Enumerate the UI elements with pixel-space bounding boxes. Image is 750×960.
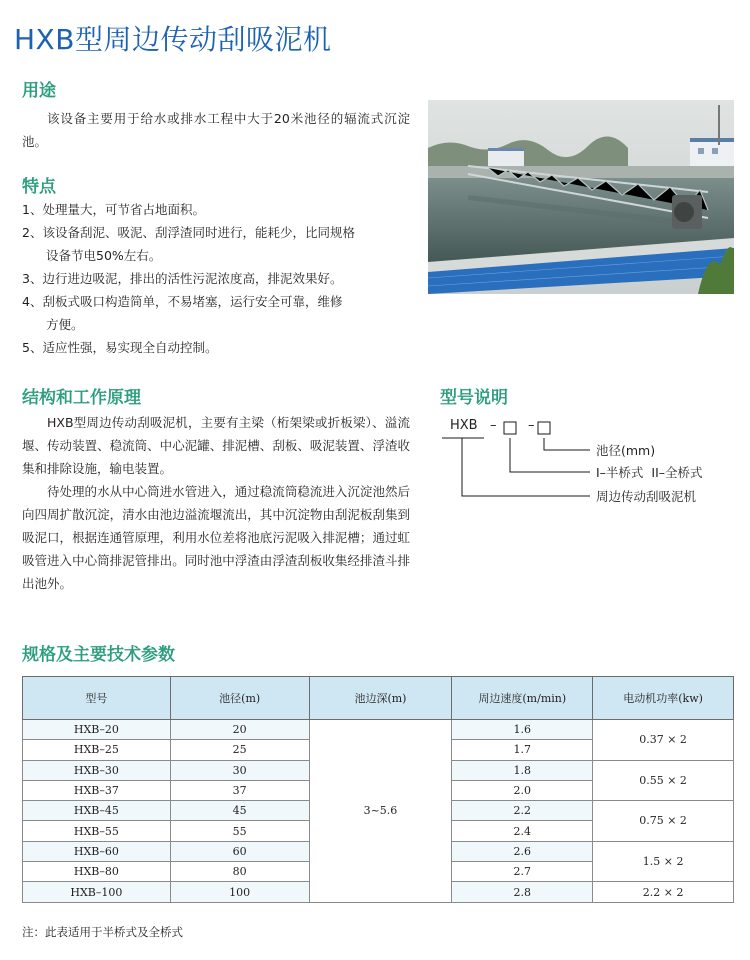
clarifier-photo	[428, 100, 734, 294]
cell-model: HXB–20	[23, 720, 171, 740]
cell-speed: 2.2	[452, 801, 593, 821]
cell-depth: 3~5.6	[309, 720, 452, 903]
specs-table	[22, 676, 734, 903]
feature-item: 5、适应性强，易实现全自动控制。	[22, 340, 218, 355]
cell-power: 0.37 × 2	[593, 720, 734, 761]
principle-paragraph-2: 待处理的水从中心筒进水管进入，通过稳流筒稳流进入沉淀池然后向四周扩散沉淀，清水由池边溢流堰流出，其中沉淀物由刮泥板刮集到吸泥口，根据连通管原理，利用水位差将池底污泥吸入排泥槽；通过虹吸管进入中心筒排泥管排出。同时池中浮渣由浮渣刮板收集经排渣斗排出池外。	[22, 484, 410, 591]
cell-speed: 2.0	[452, 780, 593, 800]
usage-text	[22, 107, 410, 153]
model-code-dash: –	[528, 418, 535, 433]
feature-item: 3、边行进边吸泥，排出的活性污泥浓度高，排泥效果好。	[22, 271, 343, 286]
cell-speed: 2.6	[452, 841, 593, 861]
cell-power: 0.75 × 2	[593, 801, 734, 842]
cell-diameter: 20	[170, 720, 309, 740]
cell-diameter: 80	[170, 862, 309, 882]
cell-diameter: 30	[170, 760, 309, 780]
model-code-text: HXB	[450, 418, 478, 433]
cell-diameter: 100	[170, 882, 309, 902]
clarifier-photo-illustration	[428, 100, 734, 294]
cell-diameter: 25	[170, 740, 309, 760]
cell-speed: 2.8	[452, 882, 593, 902]
model-label-diameter: 池径(mm)	[596, 443, 656, 458]
principle-paragraph-1: HXB型周边传动刮吸泥机，主要有主梁（桁架梁或折板梁）、溢流堰、传动装置、稳流筒、中心泥罐、排泥槽、刮板、吸泥装置、浮渣收集和排除设施，输电装置。	[22, 415, 410, 476]
cell-diameter: 55	[170, 821, 309, 841]
cell-diameter: 45	[170, 801, 309, 821]
page-title: HXB型周边传动刮吸泥机	[14, 23, 332, 56]
usage-heading: 用途	[22, 81, 56, 101]
specs-heading: 规格及主要技术参数	[22, 645, 175, 665]
cell-model: HXB–55	[23, 821, 171, 841]
cell-model: HXB–100	[23, 882, 171, 902]
column-header: 池径(m)	[170, 677, 309, 720]
feature-item-continued: 方便。	[46, 317, 84, 332]
cell-diameter: 60	[170, 841, 309, 861]
features-list	[22, 198, 412, 359]
model-code-diagram	[440, 410, 740, 520]
column-header: 型号	[23, 677, 171, 720]
features-heading: 特点	[22, 177, 56, 197]
feature-item: 2、该设备刮泥、吸泥、刮浮渣同时进行，能耗少，比同规格	[22, 225, 355, 240]
cell-model: HXB–25	[23, 740, 171, 760]
cell-speed: 2.7	[452, 862, 593, 882]
model-code-dash: –	[490, 418, 497, 433]
principle-heading: 结构和工作原理	[22, 388, 141, 408]
cell-model: HXB–37	[23, 780, 171, 800]
model-desc-heading: 型号说明	[440, 388, 508, 408]
table-note: 注：此表适用于半桥式及全桥式	[22, 925, 183, 939]
cell-model: HXB–45	[23, 801, 171, 821]
cell-diameter: 37	[170, 780, 309, 800]
cell-speed: 2.4	[452, 821, 593, 841]
principle-text	[22, 411, 410, 595]
feature-item: 4、刮板式吸口构造简单，不易堵塞，运行安全可靠，维修	[22, 294, 343, 309]
table-row	[23, 720, 734, 740]
column-header: 电动机功率(kw)	[593, 677, 734, 720]
cell-power: 2.2 × 2	[593, 882, 734, 902]
model-label-name: 周边传动刮吸泥机	[596, 489, 697, 504]
cell-model: HXB–30	[23, 760, 171, 780]
feature-item: 1、处理量大，可节省占地面积。	[22, 202, 205, 217]
table-header-row	[23, 677, 734, 720]
cell-power: 1.5 × 2	[593, 841, 734, 882]
usage-paragraph: 该设备主要用于给水或排水工程中大于20米池径的辐流式沉淀池。	[22, 111, 410, 149]
cell-model: HXB–60	[23, 841, 171, 861]
cell-power: 0.55 × 2	[593, 760, 734, 801]
column-header: 周边速度(m/min)	[452, 677, 593, 720]
column-header: 池边深(m)	[309, 677, 452, 720]
cell-speed: 1.8	[452, 760, 593, 780]
model-label-bridge: I–半桥式 II–全桥式	[596, 465, 703, 480]
cell-model: HXB–80	[23, 862, 171, 882]
cell-speed: 1.6	[452, 720, 593, 740]
feature-item-continued: 设备节电50%左右。	[46, 248, 162, 263]
cell-speed: 1.7	[452, 740, 593, 760]
